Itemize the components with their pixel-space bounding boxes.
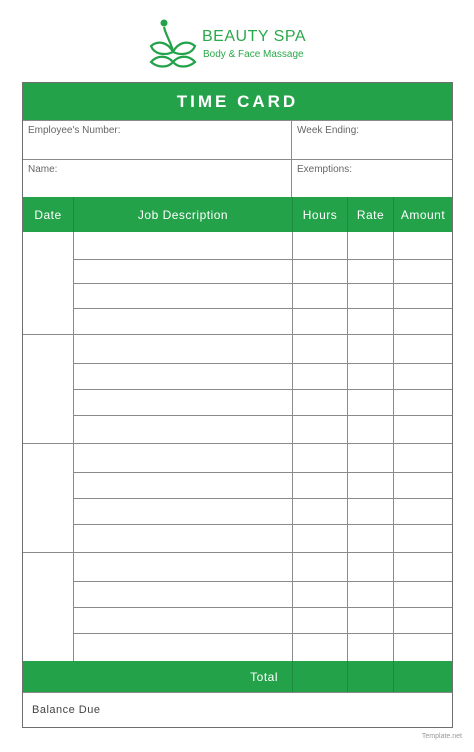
job-description-cell[interactable] [73, 363, 292, 389]
employee-number-field[interactable] [23, 121, 292, 160]
week-ending-label: Week Ending: [297, 125, 360, 136]
row-divider [73, 472, 452, 473]
name-field[interactable] [23, 160, 292, 199]
balance-due-row[interactable] [23, 692, 452, 727]
hours-cell[interactable] [292, 363, 347, 389]
rate-cell[interactable] [347, 607, 393, 633]
hours-cell[interactable] [292, 498, 347, 524]
amount-cell[interactable] [393, 232, 452, 259]
amount-cell[interactable] [393, 415, 452, 443]
hours-cell[interactable] [292, 607, 347, 633]
hours-cell[interactable] [292, 283, 347, 308]
date-cell[interactable] [23, 232, 73, 334]
date-cell[interactable] [23, 552, 73, 661]
rate-cell[interactable] [347, 633, 393, 661]
job-description-cell[interactable] [73, 389, 292, 415]
watermark: Template.net [421, 733, 462, 740]
rate-cell[interactable] [347, 443, 393, 472]
rate-cell[interactable] [347, 552, 393, 581]
amount-cell[interactable] [393, 443, 452, 472]
group-divider [23, 552, 452, 553]
lotus-leaf-icon [148, 18, 198, 70]
amount-cell[interactable] [393, 633, 452, 661]
rate-cell[interactable] [347, 363, 393, 389]
brand-tagline: Body & Face Massage [203, 49, 304, 60]
amount-cell[interactable] [393, 363, 452, 389]
hours-cell[interactable] [292, 308, 347, 334]
amount-cell[interactable] [393, 334, 452, 363]
rate-cell[interactable] [347, 581, 393, 607]
column-divider [347, 661, 348, 692]
column-divider [292, 232, 293, 661]
job-description-cell[interactable] [73, 633, 292, 661]
job-description-cell[interactable] [73, 607, 292, 633]
job-description-cell[interactable] [73, 334, 292, 363]
hours-cell[interactable] [292, 334, 347, 363]
hours-cell[interactable] [292, 581, 347, 607]
hours-cell[interactable] [292, 524, 347, 552]
group-divider [23, 443, 452, 444]
row-divider [73, 259, 452, 260]
rate-cell[interactable] [347, 283, 393, 308]
row-divider [73, 524, 452, 525]
job-description-cell[interactable] [73, 552, 292, 581]
rate-cell[interactable] [347, 472, 393, 498]
hours-cell[interactable] [292, 389, 347, 415]
amount-cell[interactable] [393, 308, 452, 334]
date-cell[interactable] [23, 334, 73, 443]
card-title: TIME CARD [23, 83, 452, 120]
rate-cell[interactable] [347, 259, 393, 283]
rate-cell[interactable] [347, 308, 393, 334]
column-header-amount: Amount [393, 197, 452, 232]
amount-cell[interactable] [393, 283, 452, 308]
row-divider [73, 308, 452, 309]
column-divider [292, 661, 293, 692]
hours-cell[interactable] [292, 472, 347, 498]
rate-cell[interactable] [347, 334, 393, 363]
amount-cell[interactable] [393, 389, 452, 415]
hours-cell[interactable] [292, 415, 347, 443]
amount-cell[interactable] [393, 581, 452, 607]
exemptions-field[interactable] [292, 160, 452, 199]
row-divider [73, 283, 452, 284]
row-divider [73, 581, 452, 582]
row-divider [73, 498, 452, 499]
column-header-job-description: Job Description [73, 197, 292, 232]
amount-cell[interactable] [393, 552, 452, 581]
exemptions-label: Exemptions: [297, 164, 353, 175]
job-description-cell[interactable] [73, 498, 292, 524]
row-divider [73, 415, 452, 416]
total-row [23, 661, 452, 692]
job-description-cell[interactable] [73, 443, 292, 472]
hours-cell[interactable] [292, 259, 347, 283]
week-ending-field[interactable] [292, 121, 452, 160]
job-description-cell[interactable] [73, 283, 292, 308]
total-label: Total [250, 669, 278, 684]
group-divider [23, 334, 452, 335]
job-description-cell[interactable] [73, 259, 292, 283]
rate-cell[interactable] [347, 524, 393, 552]
row-divider [73, 389, 452, 390]
date-cell[interactable] [23, 443, 73, 552]
job-description-cell[interactable] [73, 472, 292, 498]
row-divider [73, 363, 452, 364]
column-header-rate: Rate [347, 197, 393, 232]
balance-due-label: Balance Due [32, 704, 101, 716]
rate-cell[interactable] [347, 232, 393, 259]
column-divider [393, 232, 394, 661]
hours-cell[interactable] [292, 443, 347, 472]
job-description-cell[interactable] [73, 415, 292, 443]
table-header [23, 197, 452, 232]
column-header-date: Date [34, 207, 62, 222]
amount-cell[interactable] [393, 259, 452, 283]
hours-cell[interactable] [292, 633, 347, 661]
job-description-cell[interactable] [73, 581, 292, 607]
job-description-cell[interactable] [73, 232, 292, 259]
rate-cell[interactable] [347, 389, 393, 415]
amount-cell[interactable] [393, 607, 452, 633]
employee-number-label: Employee's Number: [28, 125, 121, 136]
amount-cell[interactable] [393, 472, 452, 498]
rate-cell[interactable] [347, 415, 393, 443]
amount-cell[interactable] [393, 524, 452, 552]
time-entries-grid [23, 232, 452, 661]
amount-cell[interactable] [393, 498, 452, 524]
name-label: Name: [28, 164, 58, 175]
row-divider [73, 633, 452, 634]
job-description-cell[interactable] [73, 308, 292, 334]
column-divider [347, 232, 348, 661]
rate-cell[interactable] [347, 498, 393, 524]
info-row-1 [23, 120, 452, 159]
column-header-hours: Hours [292, 197, 347, 232]
column-divider [393, 661, 394, 692]
hours-cell[interactable] [292, 232, 347, 259]
brand-name: BEAUTY SPA [202, 28, 306, 45]
time-card [22, 82, 453, 728]
row-divider [73, 607, 452, 608]
job-description-cell[interactable] [73, 524, 292, 552]
column-divider [73, 232, 74, 661]
hours-cell[interactable] [292, 552, 347, 581]
info-row-2 [23, 159, 452, 198]
